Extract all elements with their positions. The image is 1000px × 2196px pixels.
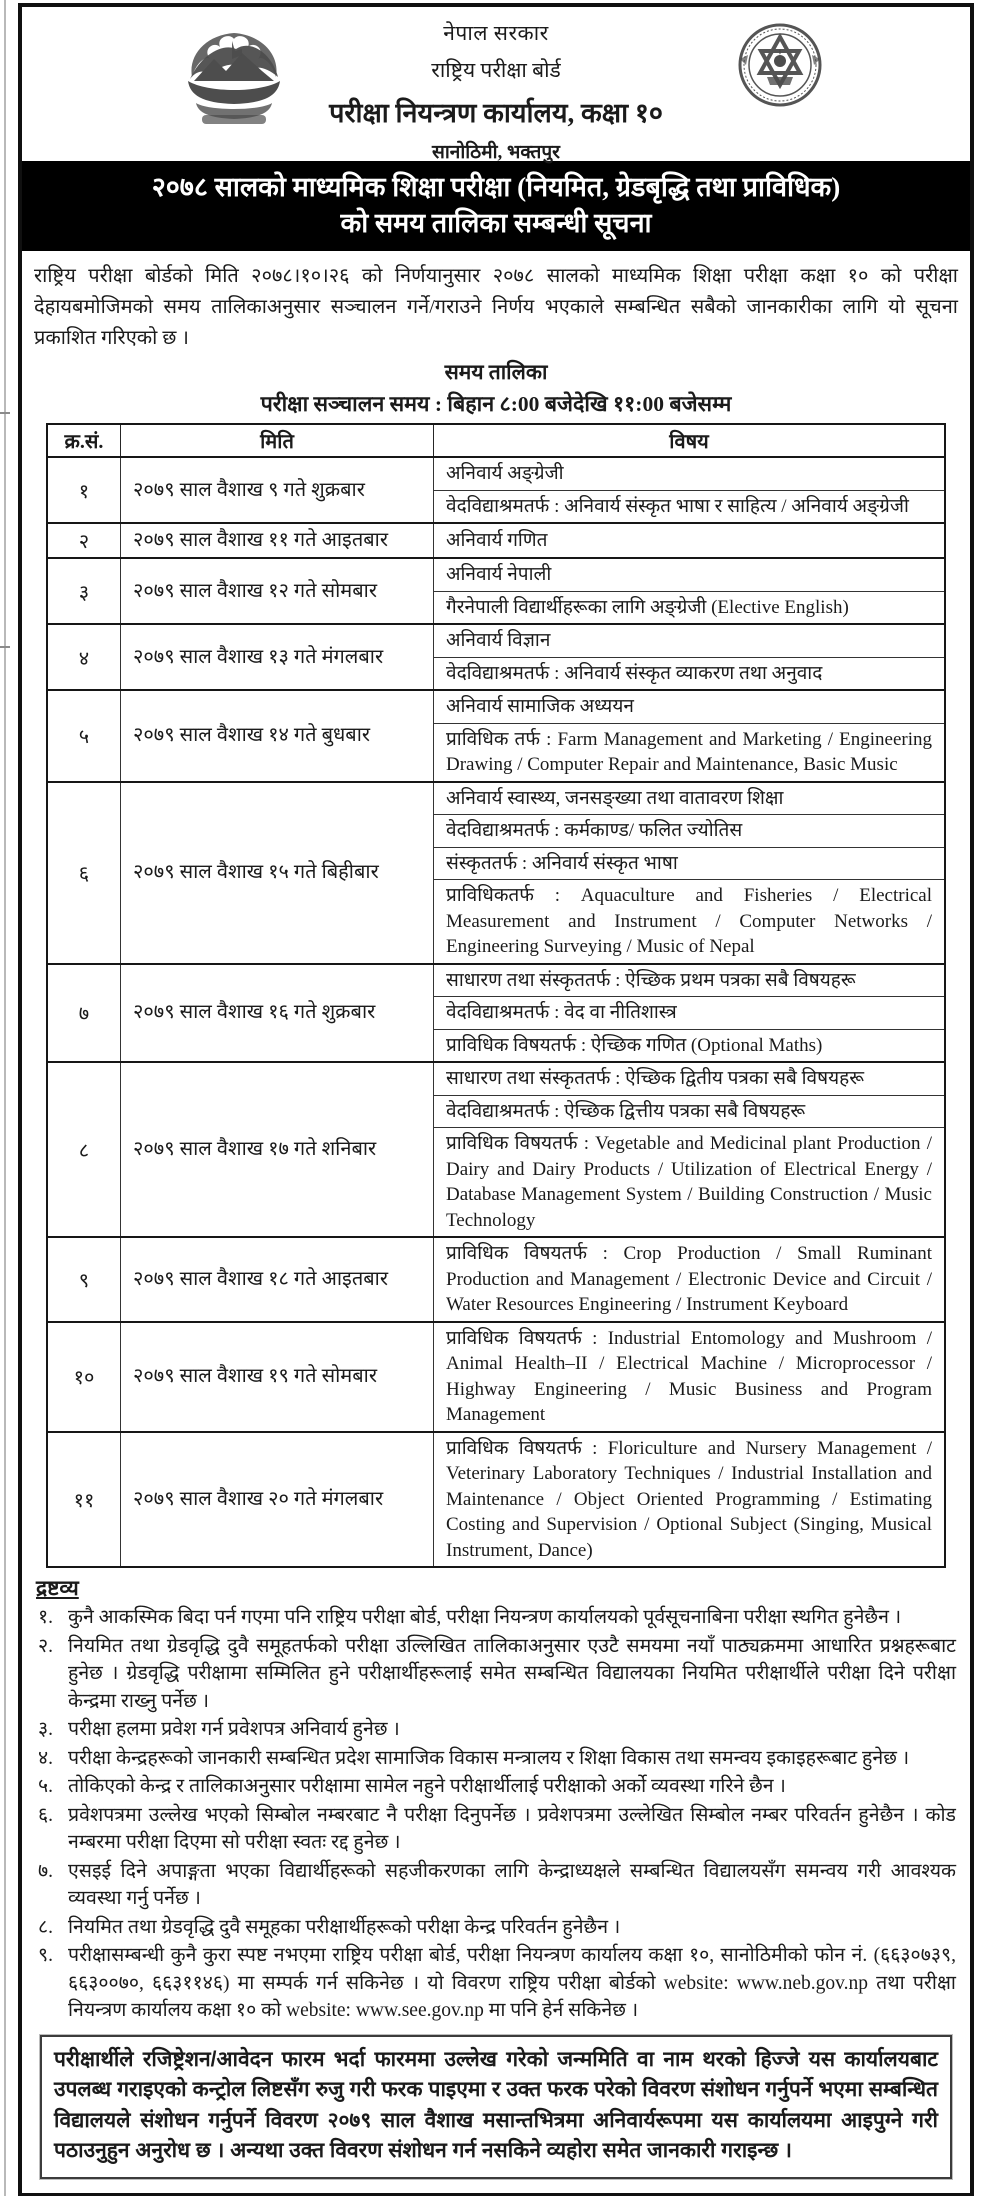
- serial-cell: ७: [47, 964, 121, 1063]
- correction-notice-box: [40, 2035, 952, 2179]
- exam-schedule-table: [46, 423, 946, 1568]
- subject-cell: वेदविद्याश्रमतर्फ : कर्मकाण्ड/ फलित ज्योतिस: [434, 815, 946, 848]
- notes-section: [34, 1574, 958, 2025]
- serial-cell: ८: [47, 1062, 121, 1237]
- subject-cell: वेदविद्याश्रमतर्फ : वेद वा नीतिशास्त्र: [434, 997, 946, 1030]
- table-row: [47, 782, 945, 815]
- note-item: [34, 1773, 958, 1801]
- note-number: ७.: [38, 1860, 54, 1882]
- note-item: [34, 1914, 958, 1942]
- subject-cell: अनिवार्य अङ्ग्रेजी: [434, 457, 946, 490]
- table-row: [47, 624, 945, 657]
- table-row: [47, 690, 945, 723]
- note-item: [34, 1633, 958, 1716]
- intro-paragraph: राष्ट्रिय परीक्षा बोर्डको मिति २०७८।१०।२६ को निर्णयानुसार २०७८ सालको माध्यमिक शिक्षा परीक्षा कक्षा १० को परीक्षा देहायबमोजिमको समय तालिकाअनुसार सञ्चालन गर्ने/गराउने निर्णय भएकाले सम्बन्धित सबैको जानकारीका लागि यो सूचना प्रकाशित गरिएको छ ।: [34, 265, 958, 349]
- note-item: [34, 1942, 958, 2025]
- office-address: सानोठिमी, भक्तपुर: [432, 142, 560, 163]
- subject-cell: अनिवार्य नेपाली: [434, 558, 946, 591]
- note-item: [34, 1604, 958, 1632]
- subject-cell: साधारण तथा संस्कृततर्फ : ऐच्छिक प्रथम पत्रका सबै विषयहरू: [434, 964, 946, 997]
- note-number: ८.: [38, 1916, 54, 1938]
- table-header-row: [47, 424, 945, 457]
- column-header-date: मिति: [121, 424, 434, 457]
- date-cell: २०७९ साल वैशाख १५ गते बिहीबार: [121, 782, 434, 964]
- document-frame: [18, 3, 974, 2196]
- subject-cell: वेदविद्याश्रमतर्फ : ऐच्छिक द्वित्तीय पत्रका सबै विषयहरू: [434, 1095, 946, 1128]
- serial-cell: ४: [47, 624, 121, 690]
- note-number: ९.: [38, 1945, 54, 1966]
- date-cell: २०७९ साल वैशाख १३ गते मंगलबार: [121, 624, 434, 690]
- subject-cell: प्राविधिक विषयतर्फ : Floriculture and Nursery Management / Veterinary Laboratory Techniques / Industrial Installation and Maintenance / Object Oriented Programming / Estimating Costing and Supervision / Optional Subject (Singing, Musical Instrument, Dance): [434, 1432, 946, 1568]
- serial-cell: ११: [47, 1432, 121, 1568]
- schedule-title: समय तालिका: [444, 360, 548, 384]
- banner-line-1: २०७८ सालको माध्यमिक शिक्षा परीक्षा (नियमित, ग्रेडबृद्धि तथा प्राविधिक): [151, 172, 841, 202]
- note-text: नियमित तथा ग्रेडवृद्धि दुवै समूहतर्फको परीक्षा उल्लिखित तालिकाअनुसार एउटै समयमा नयाँ पाठ्यक्रममा आधारित प्रश्नहरूबाट हुनेछ । ग्रेडवृद्धि परीक्षामा सम्मिलित हुने परीक्षार्थीहरूलाई समेत सम्बन्धित विद्यालयका नियमित परीक्षार्थीले परीक्षा दिने परीक्षा केन्द्रमा राख्नु पर्नेछ ।: [68, 1635, 956, 1712]
- note-number: ५.: [38, 1776, 54, 1797]
- date-cell: २०७९ साल वैशाख १४ गते बुधबार: [121, 690, 434, 782]
- note-text: तोकिएको केन्द्र र तालिकाअनुसार परीक्षामा सामेल नहुने परीक्षार्थीलाई परीक्षाको अर्को व्यवस्था गरिने छैन ।: [68, 1776, 786, 1797]
- date-cell: २०७९ साल वैशाख १६ गते शुक्रबार: [121, 964, 434, 1063]
- serial-cell: १: [47, 457, 121, 523]
- banner-line-2: को समय तालिका सम्बन्धी सूचना: [340, 208, 652, 238]
- scan-artifact-tick: [0, 646, 10, 648]
- note-item: [34, 1858, 958, 1913]
- note-item: [34, 1745, 958, 1773]
- note-number: ३.: [38, 1719, 54, 1740]
- table-row: [47, 1237, 945, 1322]
- note-item: [34, 1716, 958, 1744]
- note-text: कुनै आकस्मिक बिदा पर्न गएमा पनि राष्ट्रिय परीक्षा बोर्ड, परीक्षा नियन्त्रण कार्यालयको पूर्वसूचनाबिना परीक्षा स्थगित हुनेछैन ।: [68, 1607, 902, 1628]
- table-row: [47, 457, 945, 490]
- scan-artifact-line: [4, 0, 6, 2196]
- table-row: [47, 1432, 945, 1568]
- neb-seal-icon: [734, 15, 826, 121]
- serial-cell: ६: [47, 782, 121, 964]
- date-cell: २०७९ साल वैशाख ९ गते शुक्रबार: [121, 457, 434, 523]
- note-text: एसइई दिने अपाङ्गता भएका विद्यार्थीहरूको सहजीकरणका लागि केन्द्राध्यक्षले सम्बन्धित विद्यालयसँग समन्वय गरी आवश्यक व्यवस्था गर्नु पर्नेछ ।: [68, 1860, 956, 1909]
- serial-cell: ९: [47, 1237, 121, 1322]
- table-row: [47, 964, 945, 997]
- date-cell: २०७९ साल वैशाख १७ गते शनिबार: [121, 1062, 434, 1237]
- note-number: १.: [38, 1607, 54, 1628]
- subject-cell: प्राविधिक विषयतर्फ : Industrial Entomology and Mushroom / Animal Health–II / Electrical Machine / Microprocessor / Highway Engineering / Music Business and Program Management: [434, 1322, 946, 1432]
- notes-heading: द्रष्टव्य: [36, 1576, 79, 1600]
- column-header-subject: विषय: [434, 424, 946, 457]
- note-item: [34, 1802, 958, 1857]
- schedule-time-line: परीक्षा सञ्चालन समय : बिहान ८:00 बजेदेखि ११:00 बजेसम्म: [260, 392, 732, 416]
- scan-artifact-tick: [0, 412, 10, 414]
- office-name: परीक्षा नियन्त्रण कार्यालय, कक्षा १०: [329, 98, 663, 128]
- subject-cell: प्राविधिक विषयतर्फ : ऐच्छिक गणित (Optional Maths): [434, 1029, 946, 1062]
- note-text: परीक्षासम्बन्धी कुनै कुरा स्पष्ट नभएमा राष्ट्रिय परीक्षा बोर्ड, परीक्षा नियन्त्रण कार्यालय कक्षा १०, सानोठिमीको फोन नं. (६६३०७३९, ६६३००७०, ६६३११४६) मा सम्पर्क गर्न सकिनेछ । यो विवरण राष्ट्रिय परीक्षा बोर्डको website: www.neb.gov.np तथा परीक्षा नियन्त्रण कार्यालय कक्षा १० को website: www.see.gov.np मा पनि हेर्न सकिनेछ ।: [68, 1945, 956, 2021]
- date-cell: २०७९ साल वैशाख १९ गते सोमबार: [121, 1322, 434, 1432]
- subject-cell: अनिवार्य गणित: [434, 523, 946, 558]
- column-header-serial: क्र.सं.: [47, 424, 121, 457]
- subject-cell: गैरनेपाली विद्यार्थीहरूका लागि अङ्ग्रेजी (Elective English): [434, 591, 946, 624]
- date-cell: २०७९ साल वैशाख १८ गते आइतबार: [121, 1237, 434, 1322]
- date-cell: २०७९ साल वैशाख १२ गते सोमबार: [121, 558, 434, 624]
- note-number: २.: [38, 1635, 54, 1657]
- table-row: [47, 1062, 945, 1095]
- subject-cell: प्राविधिक विषयतर्फ : Vegetable and Medicinal plant Production / Dairy and Dairy Products / Utilization of Electrical Energy / Database Management System / Building Construction / Music Technology: [434, 1128, 946, 1238]
- note-text: नियमित तथा ग्रेडवृद्धि दुवै समूहका परीक्षार्थीहरूको परीक्षा केन्द्र परिवर्तन हुनेछैन ।: [68, 1916, 621, 1938]
- note-text: परीक्षा केन्द्रहरूको जानकारी सम्बन्धित प्रदेश सामाजिक विकास मन्त्रालय र शिक्षा विकास तथा समन्वय इकाइहरूबाट हुनेछ ।: [68, 1747, 910, 1769]
- subject-cell: प्राविधिक विषयतर्फ : Crop Production / Small Ruminant Production and Management / Electronic Device and Circuit / Water Resources Engineering / Instrument Keyboard: [434, 1237, 946, 1322]
- government-name: नेपाल सरकार: [443, 21, 549, 45]
- table-row: [47, 523, 945, 558]
- date-cell: २०७९ साल वैशाख ११ गते आइतबार: [121, 523, 434, 558]
- subject-cell: अनिवार्य सामाजिक अध्ययन: [434, 690, 946, 723]
- subject-cell: प्राविधिकतर्फ : Aquaculture and Fisheries / Electrical Measurement and Instrument / Computer Networks / Engineering Surveying / Music of Nepal: [434, 880, 946, 964]
- notice-title-banner: [22, 161, 970, 251]
- subject-cell: अनिवार्य स्वास्थ्य, जनसङ्ख्या तथा वातावरण शिक्षा: [434, 782, 946, 815]
- note-number: ६.: [38, 1804, 54, 1826]
- letterhead: [34, 7, 958, 163]
- nepal-government-emblem-icon: [162, 19, 306, 137]
- serial-cell: ३: [47, 558, 121, 624]
- date-cell: २०७९ साल वैशाख २० गते मंगलबार: [121, 1432, 434, 1568]
- subject-cell: वेदविद्याश्रमतर्फ : अनिवार्य संस्कृत भाषा र साहित्य / अनिवार्य अङ्ग्रेजी: [434, 490, 946, 523]
- serial-cell: १०: [47, 1322, 121, 1432]
- serial-cell: २: [47, 523, 121, 558]
- note-number: ४.: [38, 1747, 54, 1769]
- table-row: [47, 1322, 945, 1432]
- subject-cell: संस्कृततर्फ : अनिवार्य संस्कृत भाषा: [434, 847, 946, 880]
- subject-cell: साधारण तथा संस्कृततर्फ : ऐच्छिक द्वितीय पत्रका सबै विषयहरू: [434, 1062, 946, 1095]
- serial-cell: ५: [47, 690, 121, 782]
- subject-cell: अनिवार्य विज्ञान: [434, 624, 946, 657]
- subject-cell: प्राविधिक तर्फ : Farm Management and Marketing / Engineering Drawing / Computer Repair and Maintenance, Basic Music: [434, 723, 946, 782]
- note-text: प्रवेशपत्रमा उल्लेख भएको सिम्बोल नम्बरबाट नै परीक्षा दिनुपर्नेछ । प्रवेशपत्रमा उल्लेखित सिम्बोल नम्बर परिवर्तन हुनेछैन । कोड नम्बरमा परीक्षा दिएमा सो परीक्षा स्वतः रद्द हुनेछ ।: [68, 1804, 956, 1853]
- subject-cell: वेदविद्याश्रमतर्फ : अनिवार्य संस्कृत व्याकरण तथा अनुवाद: [434, 657, 946, 690]
- board-name: राष्ट्रिय परीक्षा बोर्ड: [431, 58, 561, 82]
- note-text: परीक्षा हलमा प्रवेश गर्न प्रवेशपत्र अनिवार्य हुनेछ ।: [68, 1719, 400, 1740]
- table-row: [47, 558, 945, 591]
- correction-notice-text: परीक्षार्थीले रजिष्ट्रेशन/आवेदन फारम भर्दा फारममा उल्लेख गरेको जन्ममिति वा नाम थरको हिज्जे यस कार्यालयबाट उपलब्ध गराइएको कन्ट्रोल लिष्टसँग रुजु गरी फरक पाइएमा र उक्त फरक परेको विवरण संशोधन गर्नुपर्ने भएमा सम्बन्धित विद्यालयले संशोधन गर्नुपर्ने विवरण २०७९ साल वैशाख मसान्तभित्रमा अनिवार्यरूपमा यस कार्यालयमा आइपुग्ने गरी पठाउनुहुन अनुरोध छ । अन्यथा उक्त विवरण संशोधन गर्न नसकिने व्यहोरा समेत जानकारी गराइन्छ ।: [54, 2047, 938, 2162]
